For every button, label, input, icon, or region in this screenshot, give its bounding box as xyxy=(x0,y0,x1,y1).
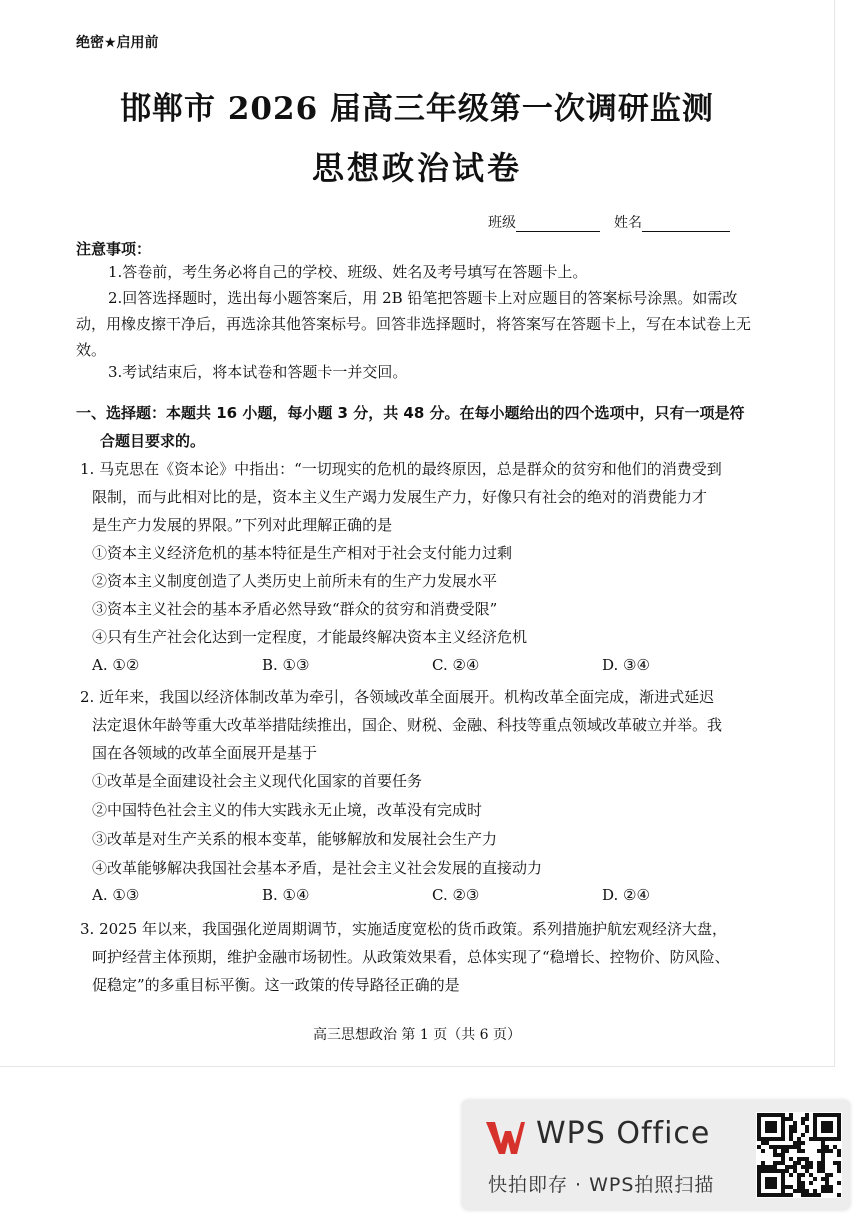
exam-subject: 思想政治试卷 xyxy=(311,149,522,187)
q1-choice-d[interactable]: D. ③④ xyxy=(602,656,650,674)
stem-line: 法定退休年龄等重大改革举措陆续推出，国企、财税、金融、科技等重点领域改革破立并举。我 xyxy=(92,716,723,734)
q2-choices xyxy=(92,886,772,904)
section-heading-line2: 合题目要求的。 xyxy=(100,432,206,450)
stem-line: 呵护经营主体预期，维护金融市场韧性。从政策效果看，总体实现了“稳增长、控物价、防风险、 xyxy=(92,948,730,966)
name-field[interactable] xyxy=(614,212,730,232)
page-footer: 高三思想政治 第 1 页（共 6 页） xyxy=(312,1027,522,1043)
q2-choice-d[interactable]: D. ②④ xyxy=(602,886,650,904)
qr-code-icon xyxy=(756,1112,842,1198)
student-fields xyxy=(488,212,730,232)
section-heading-line1: 一、选择题：本题共 16 小题，每小题 3 分，共 48 分。在每小题给出的四个选项中，只有一项是符 xyxy=(76,404,745,422)
stem-line: 3. 2025 年以来，我国强化逆周期调节，实施适度宽松的货币政策。系列措施护航宏观经济大盘， xyxy=(80,920,728,938)
name-blank[interactable] xyxy=(642,215,730,232)
q1-choices xyxy=(92,656,772,674)
name-label: 姓名 xyxy=(614,215,642,231)
question-2-stem xyxy=(80,683,760,767)
q1-statement-2: ②资本主义制度创造了人类历史上前所未有的生产力发展水平 xyxy=(92,572,498,590)
q2-statement-4: ④改革能够解决我国社会基本矛盾，是社会主义社会发展的直接动力 xyxy=(92,859,543,877)
secret-label: 绝密★启用前 xyxy=(76,35,159,51)
class-label: 班级 xyxy=(488,215,516,231)
q1-choice-c[interactable]: C. ②④ xyxy=(432,656,480,674)
wps-logo-icon xyxy=(484,1118,526,1158)
stem-line: 是生产力发展的界限。”下列对此理解正确的是 xyxy=(92,516,393,534)
q2-choice-a[interactable]: A. ①③ xyxy=(92,886,140,904)
notice-item-3: 3.考试结束后，将本试卷和答题卡一并交回。 xyxy=(108,363,408,381)
class-field[interactable] xyxy=(488,212,600,232)
notice-heading: 注意事项： xyxy=(76,240,152,258)
stem-line: 国在各领域的改革全面展开是基于 xyxy=(92,744,318,762)
class-blank[interactable] xyxy=(516,215,600,232)
stem-line: 促稳定”的多重目标平衡。这一政策的传导路径正确的是 xyxy=(92,976,460,994)
q2-statement-1: ①改革是全面建设社会主义现代化国家的首要任务 xyxy=(92,772,423,790)
stem-line: 限制，而与此相对比的是，资本主义生产竭力发展生产力，好像只有社会的绝对的消费能力才 xyxy=(92,488,708,506)
q1-choice-a[interactable]: A. ①② xyxy=(92,656,140,674)
q1-statement-3: ③资本主义社会的基本矛盾必然导致“群众的贫穷和消费受限” xyxy=(92,600,498,618)
stem-line: 1. 马克思在《资本论》中指出：“一切现实的危机的最终原因，总是群众的贫穷和他们的消费受到 xyxy=(80,460,722,478)
section-heading xyxy=(76,399,766,455)
question-3-stem xyxy=(80,915,760,999)
exam-title: 邯郸市 2026 届高三年级第一次调研监测 xyxy=(120,91,714,127)
q2-choice-c[interactable]: C. ②③ xyxy=(432,886,480,904)
wps-tagline: 快拍即存 · WPS拍照扫描 xyxy=(488,1174,715,1196)
question-1-stem xyxy=(80,455,760,539)
q2-statement-2: ②中国特色社会主义的伟大实践永无止境，改革没有完成时 xyxy=(92,801,483,819)
notice-item-2: 2.回答选择题时，选出每小题答案后，用 2B 铅笔把答题卡上对应题目的答案标号涂黑。如需改动，用橡皮擦干净后，再选涂其他答案标号。回答非选择题时，将答案写在答题卡上，写在本试卷上无效。 xyxy=(76,289,752,359)
notice-item-1: 1.答卷前，考生务必将自己的学校、班级、姓名及考号填写在答题卡上。 xyxy=(108,263,588,281)
wps-brand: WPS Office xyxy=(536,1116,711,1151)
wps-watermark xyxy=(462,1100,850,1210)
q1-choice-b[interactable]: B. ①③ xyxy=(262,656,310,674)
q1-statement-1: ①资本主义经济危机的基本特征是生产相对于社会支付能力过剩 xyxy=(92,544,513,562)
q2-statement-3: ③改革是对生产关系的根本变革，能够解放和发展社会生产力 xyxy=(92,830,498,848)
q1-statement-4: ④只有生产社会化达到一定程度，才能最终解决资本主义经济危机 xyxy=(92,628,528,646)
q2-choice-b[interactable]: B. ①④ xyxy=(262,886,310,904)
stem-line: 2. 近年来，我国以经济体制改革为牵引，各领域改革全面展开。机构改革全面完成，渐进式延迟 xyxy=(80,688,715,706)
